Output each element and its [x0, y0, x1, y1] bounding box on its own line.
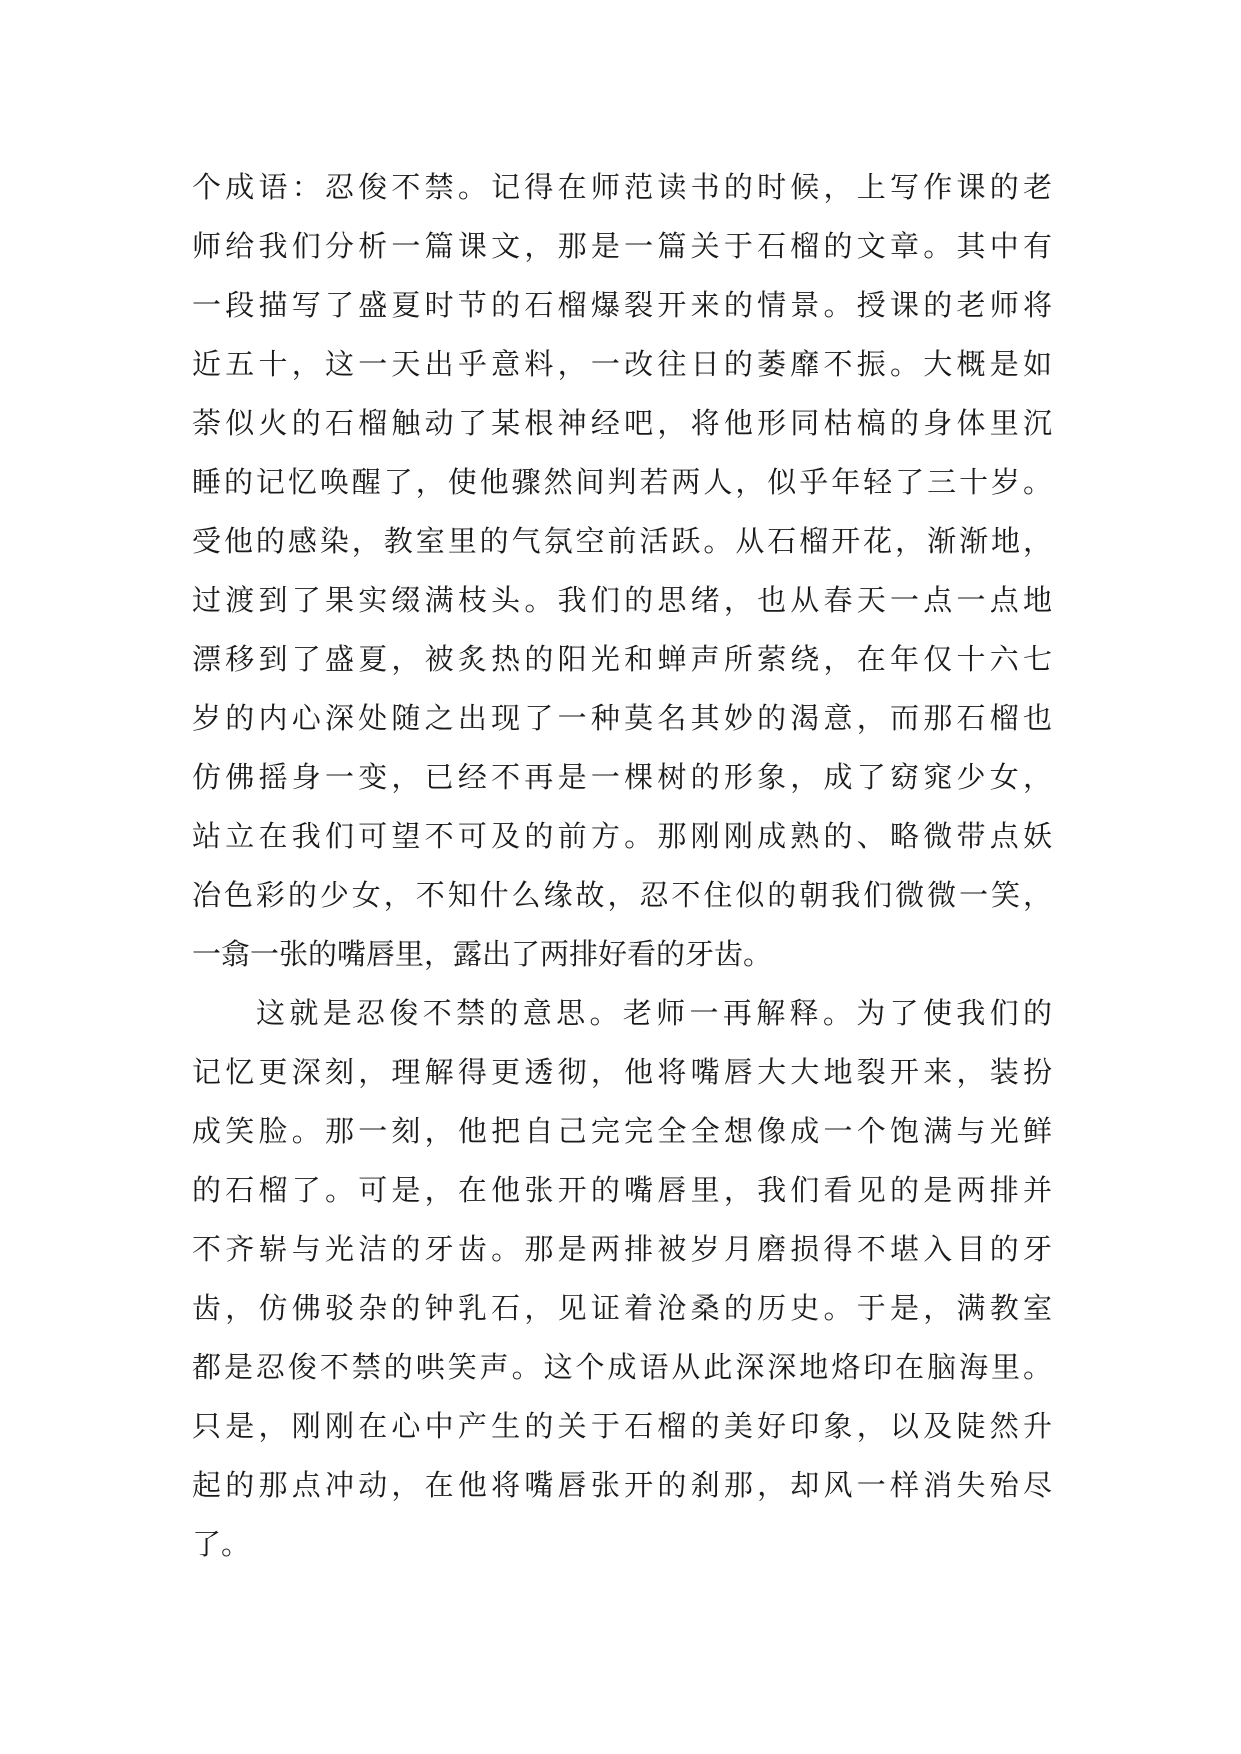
text-line: 睡的记忆唤醒了，使他骤然间判若两人，似乎年轻了三十岁。: [192, 465, 1052, 499]
text-line: 这就是忍俊不禁的意思。老师一再解释。为了使我们的: [256, 996, 1052, 1030]
text-line: 过渡到了果实缀满枝头。我们的思绪，也从春天一点一点地: [192, 583, 1052, 617]
text-line: 的石榴了。可是，在他张开的嘴唇里，我们看见的是两排并: [192, 1173, 1052, 1207]
text-line: 一段描写了盛夏时节的石榴爆裂开来的情景。授课的老师将: [192, 288, 1052, 322]
text-line: 记忆更深刻，理解得更透彻，他将嘴唇大大地裂开来，装扮: [192, 1055, 1052, 1089]
text-line: 一翕一张的嘴唇里，露出了两排好看的牙齿。: [192, 937, 773, 971]
text-line: 不齐崭与光洁的牙齿。那是两排被岁月磨损得不堪入目的牙: [192, 1232, 1052, 1266]
text-line: 起的那点冲动，在他将嘴唇张开的刹那，却风一样消失殆尽: [192, 1468, 1052, 1502]
text-line: 荼似火的石榴触动了某根神经吧，将他形同枯槁的身体里沉: [192, 406, 1052, 440]
paragraph-2: [192, 984, 1052, 1574]
text-line: 个成语：忍俊不禁。记得在师范读书的时候，上写作课的老: [192, 170, 1052, 204]
text-line: 仿佛摇身一变，已经不再是一棵树的形象，成了窈窕少女，: [192, 760, 1052, 794]
text-line: 受他的感染，教室里的气氛空前活跃。从石榴开花，渐渐地，: [192, 524, 1052, 558]
text-line: 漂移到了盛夏，被炙热的阳光和蝉声所萦绕，在年仅十六七: [192, 642, 1052, 676]
text-line: 齿，仿佛驳杂的钟乳石，见证着沧桑的历史。于是，满教室: [192, 1291, 1052, 1325]
text-line: 师给我们分析一篇课文，那是一篇关于石榴的文章。其中有: [192, 229, 1052, 263]
text-line: 冶色彩的少女，不知什么缘故，忍不住似的朝我们微微一笑，: [192, 878, 1052, 912]
text-line: 岁的内心深处随之出现了一种莫名其妙的渴意，而那石榴也: [192, 701, 1052, 735]
text-line: 了。: [192, 1527, 251, 1561]
document-body: [192, 158, 1052, 1574]
paragraph-1: [192, 158, 1052, 984]
text-line: 站立在我们可望不可及的前方。那刚刚成熟的、略微带点妖: [192, 819, 1052, 853]
text-line: 近五十，这一天出乎意料，一改往日的萎靡不振。大概是如: [192, 347, 1052, 381]
text-line: 成笑脸。那一刻，他把自己完完全全想像成一个饱满与光鲜: [192, 1114, 1052, 1148]
text-line: 都是忍俊不禁的哄笑声。这个成语从此深深地烙印在脑海里。: [192, 1350, 1052, 1384]
text-line: 只是，刚刚在心中产生的关于石榴的美好印象，以及陡然升: [192, 1409, 1052, 1443]
